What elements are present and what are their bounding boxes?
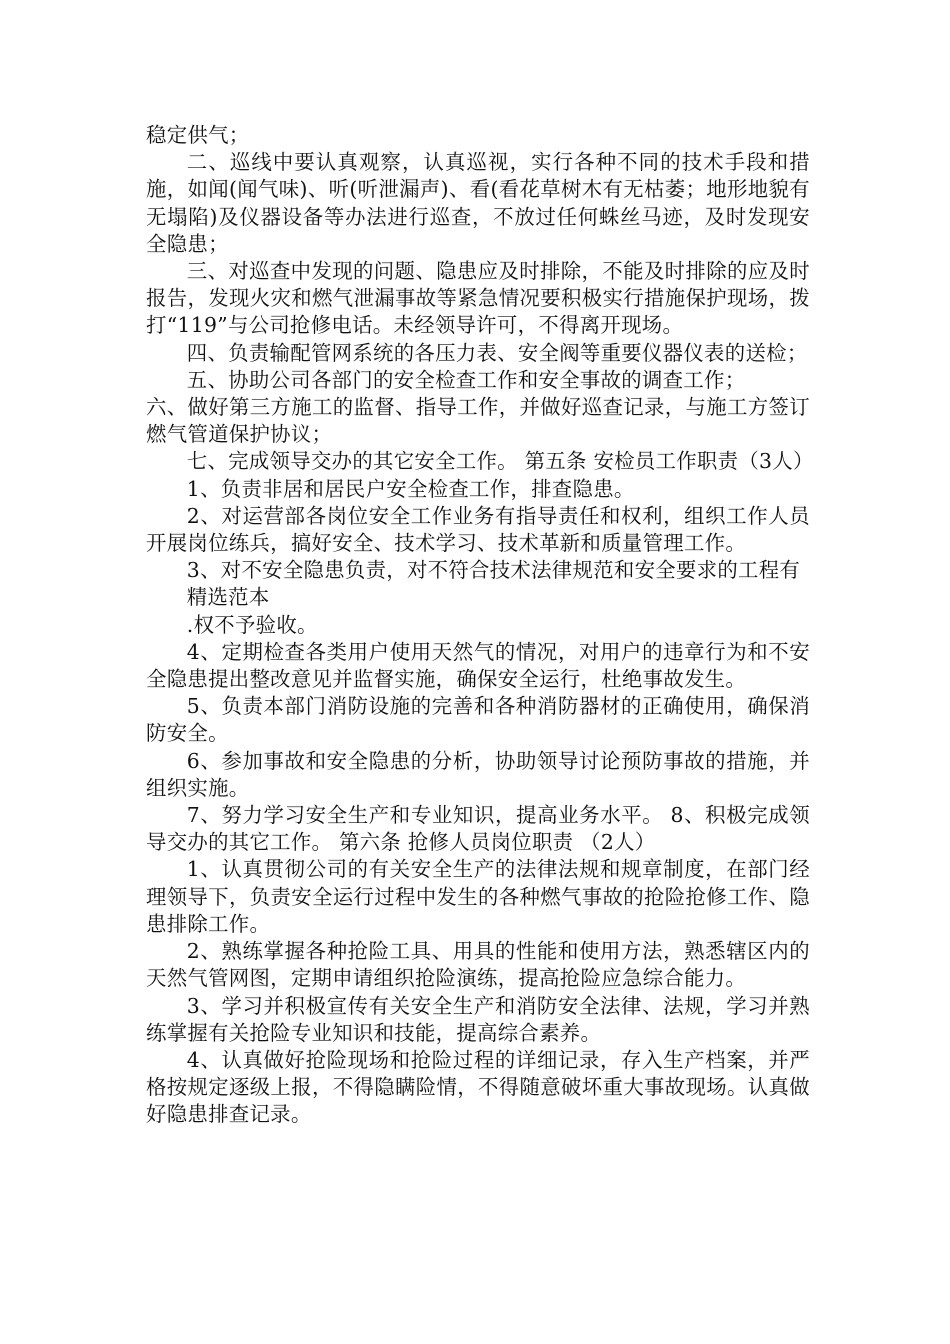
paragraph-19: 4、认真做好抢险现场和抢险过程的详细记录，存入生产档案，并严格按规定逐级上报，不得隐瞒险情，不得随意破坏重大事故现场。认真做好隐患排查记录。 (146, 1047, 810, 1127)
paragraph-1: 二、巡线中要认真观察，认真巡视，实行各种不同的技术手段和措施，如闻(闻气味)、听(听泄漏声)、看(看花草树木有无枯萎；地形地貌有无塌陷)及仪器设备等办法进行巡查，不放过任何蛛丝马迹，及时发现安全隐患； (146, 150, 810, 256)
paragraph-7: 1、负责非居和居民户安全检查工作，排查隐患。 (186, 476, 635, 501)
paragraph-8: 2、对运营部各岗位安全工作业务有指导责任和权利，组织工作人员开展岗位练兵，搞好安全、技术学习、技术革新和质量管理工作。 (146, 503, 810, 556)
paragraph-9: 3、对不安全隐患负责，对不符合技术法律规范和安全要求的工程有 (186, 558, 801, 583)
paragraph-13: 5、负责本部门消防设施的完善和各种消防器材的正确使用，确保消防安全。 (146, 694, 810, 746)
document-body (146, 122, 814, 1129)
paragraph-15: 7、努力学习安全生产和专业知识，提高业务水平。 8、积极完成领导交办的其它工作。 第六条 抢修人员岗位职责 （2人） (146, 803, 810, 855)
paragraph-17: 2、熟练掌握各种抢险工具、用具的性能和使用方法，熟悉辖区内的天然气管网图，定期申请组织抢险演练，提高抢险应急综合能力。 (146, 939, 810, 991)
paragraph-3: 四、负责输配管网系统的各压力表、安全阀等重要仪器仪表的送检； (186, 340, 808, 365)
paragraph-18: 3、学习并积极宣传有关安全生产和消防安全法律、法规，学习并熟练掌握有关抢险专业知识和技能，提高综合素养。 (146, 993, 810, 1045)
paragraph-0: 稳定供气； (146, 123, 250, 147)
paragraph-11: .权不予验收。 (186, 612, 318, 637)
paragraph-5: 六、做好第三方施工的监督、指导工作，并做好巡查记录，与施工方签订燃气管道保护协议； (146, 395, 810, 447)
paragraph-4: 五、协助公司各部门的安全检查工作和安全事故的调查工作； (186, 367, 746, 392)
paragraph-12: 4、定期检查各类用户使用天然气的情况，对用户的违章行为和不安全隐患提出整改意见并监督实施，确保安全运行，杜绝事故发生。 (146, 639, 810, 692)
page-break-note: 精选范本 (186, 585, 270, 610)
paragraph-2: 三、对巡查中发现的问题、隐患应及时排除，不能及时排除的应及时报告，发现火灾和燃气泄漏事故等紧急情况要积极实行措施保护现场，拨打“119”与公司抢修电话。未经领导许可，不得离开现场。 (146, 259, 810, 338)
paragraph-16: 1、认真贯彻公司的有关安全生产的法律法规和规章制度，在部门经理领导下，负责安全运行过程中发生的各种燃气事故的抢险抢修工作、隐患排除工作。 (146, 857, 810, 936)
paragraph-6: 七、完成领导交办的其它安全工作。 第五条 安检员工作职责（3人） (186, 449, 814, 474)
paragraph-14: 6、参加事故和安全隐患的分析，协助领导讨论预防事故的措施，并组织实施。 (146, 748, 810, 800)
